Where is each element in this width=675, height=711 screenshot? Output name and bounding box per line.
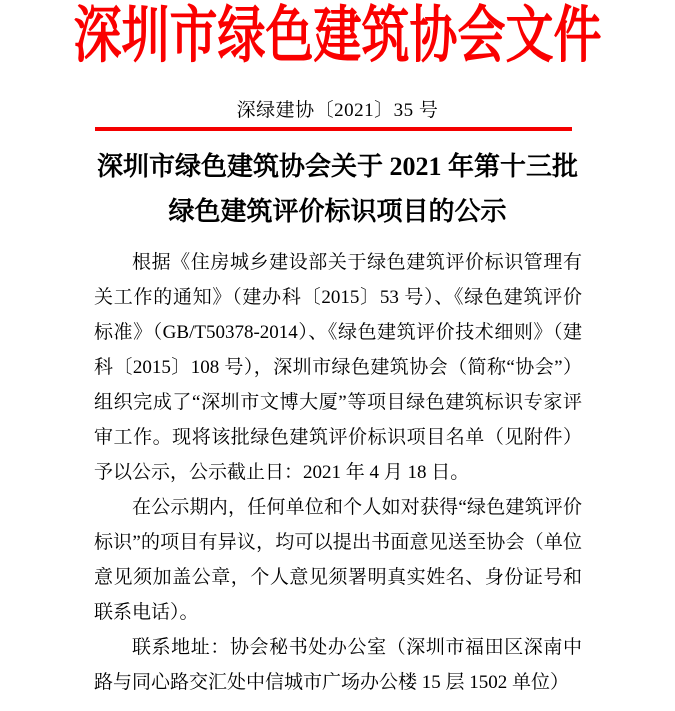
- red-divider-line: [95, 127, 572, 131]
- body-paragraph-basis: 根据《住房城乡建设部关于绿色建筑评价标识管理有关工作的通知》（建办科〔2015〕53 号）、《绿色建筑评价标准》（GB/T50378-2014）、《绿色建筑评价技术细则》（建科〔2015〕108 号），深圳市绿色建筑协会（简称“协会”）组织完成了“深圳市文博大厦”等项目绿色建筑标识专家评审工作。现将该批绿色建筑评价标识项目名单（见附件）予以公示，公示截止日：2021 年 4 月 18 日。: [94, 252, 582, 483]
- body-paragraph-objection: 在公示期内，任何单位和个人如对获得“绿色建筑评价标识”的项目有异议，均可以提出书面意见送至协会（单位意见须加盖公章，个人意见须署明真实姓名、身份证号和联系电话）。: [94, 497, 582, 623]
- document-title-line-2: 绿色建筑评价标识项目的公示: [168, 197, 507, 226]
- document-title-line-1: 深圳市绿色建筑协会关于 2021 年第十三批: [96, 152, 578, 181]
- document-header-title: 深圳市绿色建筑协会文件: [73, 2, 602, 71]
- document-body: [94, 245, 582, 700]
- document-title: [0, 144, 675, 234]
- document-number: 深绿建协〔2021〕35 号: [236, 100, 439, 121]
- body-paragraph-contact-address: 联系地址：协会秘书处办公室（深圳市福田区深南中路与同心路交汇处中信城市广场办公楼 15 层 1502 单位）: [94, 637, 582, 693]
